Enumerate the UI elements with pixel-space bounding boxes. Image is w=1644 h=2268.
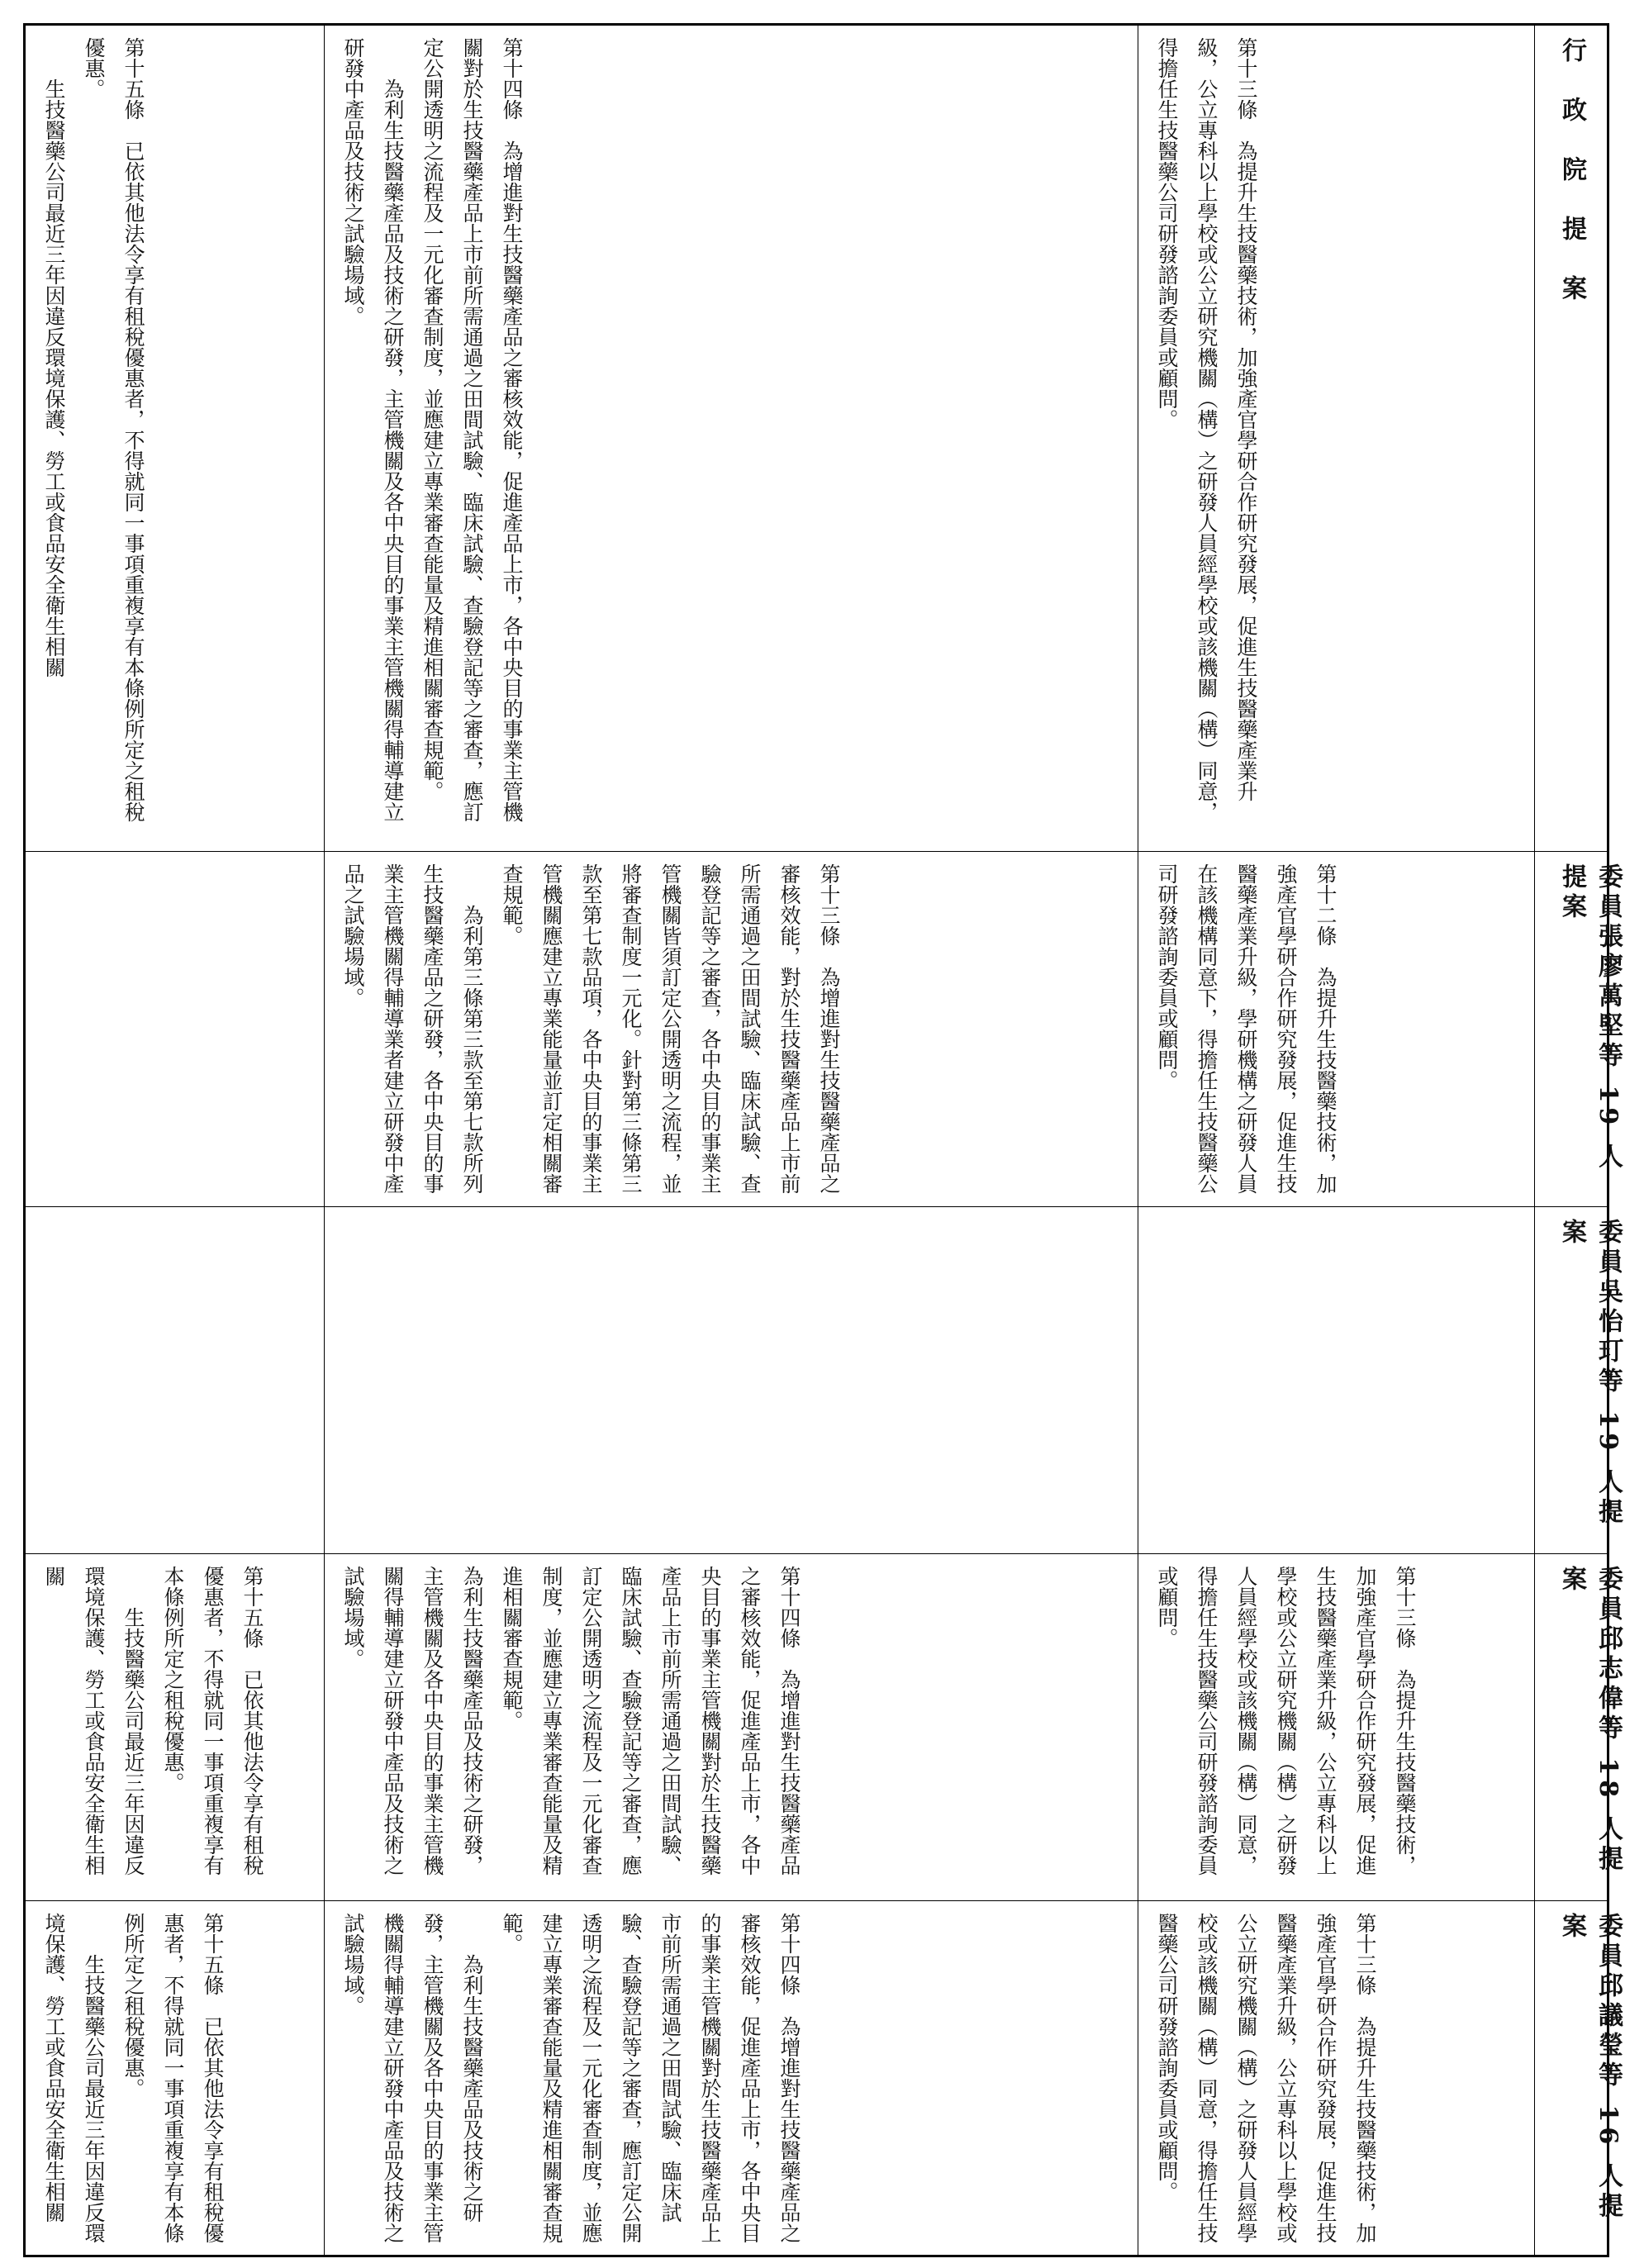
header-zhangliao: 委員張廖萬堅等 19 人提案 — [1557, 863, 1623, 1173]
comparison-table — [23, 23, 1623, 2257]
cell-text: 第十五條 已依其他法令享有租稅優惠者，不得就同一事項重複享有本條例所定之租稅優惠。 生技醫藥公司最近三年因違反環境保護、勞工或食品安全衛生相關 — [42, 37, 145, 822]
article-row-b — [324, 26, 1138, 2255]
header-cell — [1535, 852, 1623, 1207]
table-cell — [325, 26, 1138, 852]
table-cell — [26, 26, 324, 852]
cell-text: 第十四條 為增進對生技醫藥產品之審核效能，促進產品上市，各中央目的事業主管機關對於生技醫藥產品上市前所需通過之田間試驗、臨床試驗、查驗登記等之審查，應訂定公開透明之流程及一元化審查制度，並應建立專業審查能量及精進相關審查規範。 為利生技醫藥產品及技術之研發，主管機關及各中央目的事業主管機關得輔導建立研發中產品及技術之試驗場域。 — [341, 1566, 801, 1876]
cell-text — [26, 852, 42, 1206]
header-qiu-zhiwei: 委員邱志偉等 18 人提案 — [1557, 1566, 1623, 1876]
table-cell — [325, 1207, 1138, 1554]
table-cell — [26, 852, 324, 1207]
header-cell — [1535, 1207, 1623, 1554]
table-cell — [26, 1901, 324, 2256]
header-cell — [1535, 1554, 1623, 1901]
cell-text: 第十三條 為提升生技醫藥技術，加強產官學研合作研究發展，促進生技醫藥產業升級，公立專科以上學校或公立研究機關（構）之研發人員經學校或該機關（構）同意，得擔任生技醫藥公司研發諮詢委員或顧問。 — [1155, 1566, 1417, 1876]
table-cell — [1138, 1554, 1534, 1901]
cell-text — [26, 1207, 42, 1553]
table-cell — [325, 852, 1138, 1207]
cell-text: 第十四條 為增進對生技醫藥產品之審核效能，促進產品上市，各中央目的事業主管機關對於生技醫藥產品上市前所需通過之田間試驗、臨床試驗、查驗登記等之審查，應訂定公開透明之流程及一元化審查制度，並應建立專業審查能量及精進相關審查規範。 為利生技醫藥產品及技術之研發，主管機關及各中央目的事業主管機關得輔導建立研發中產品及技術之試驗場域。 — [341, 1913, 801, 2243]
table-cell — [1138, 1901, 1534, 2256]
article-row-c — [26, 26, 324, 2255]
header-cell — [1535, 26, 1607, 852]
header-cell — [1535, 1901, 1623, 2256]
cell-text — [1138, 1207, 1155, 1553]
cell-text: 第十二條 為提升生技醫藥技術，加強產官學研合作研究發展，促進生技醫藥產業升級，學研機構之研發人員在該機構同意下，得擔任生技醫藥公司研發諮詢委員或顧問。 — [1155, 863, 1338, 1194]
table-cell — [1138, 26, 1534, 852]
cell-text: 第十三條 為提升生技醫藥技術，加強產官學研合作研究發展，促進生技醫藥產業升級，公立專科以上學校或公立研究機關（構）之研發人員經學校或該機關（構）同意，得擔任生技醫藥公司研發諮詢委員或顧問。 — [1155, 1913, 1377, 2243]
cell-text: 第十四條 為增進對生技醫藥產品之審核效能，促進產品上市，各中央目的事業主管機關對於生技醫藥產品上市前所需通過之田間試驗、臨床試驗、查驗登記等之審查，應訂定公開透明之流程及一元化審查制度，並應建立專業審查能量及精進相關審查規範。 為利生技醫藥產品及技術之研發，主管機關及各中央目的事業主管機關得輔導建立研發中產品及技術之試驗場域。 — [341, 37, 524, 822]
cell-text: 第十五條 已依其他法令享有租稅優惠者，不得就同一事項重複享有本條例所定之租稅優惠。 生技醫藥公司最近三年因違反環境保護、勞工或食品安全衛生相關 — [42, 1913, 225, 2243]
header-executive-yuan: 行 政 院 提 案 — [1557, 37, 1586, 305]
header-wu: 委員吳怡玎等 19 人提案 — [1557, 1219, 1623, 1529]
table-cell — [26, 1207, 324, 1554]
cell-text: 第十五條 已依其他法令享有租稅優惠者，不得就同一事項重複享有本條例所定之租稅優惠。 生技醫藥公司最近三年因違反環境保護、勞工或食品安全衛生相關 — [42, 1566, 264, 1876]
table-cell — [1138, 852, 1534, 1207]
header-qiu-yiying: 委員邱議瑩等 16 人提案 — [1557, 1913, 1623, 2223]
table-cell — [325, 1554, 1138, 1901]
cell-text — [325, 1207, 341, 1553]
cell-text: 第十三條 為提升生技醫藥技術，加強產官學研合作研究發展，促進生技醫藥產業升級，公立專科以上學校或公立研究機關（構）之研發人員經學校或該機關（構）同意，得擔任生技醫藥公司研發諮詢委員或顧問。 — [1155, 37, 1258, 822]
table-cell — [325, 1901, 1138, 2256]
table-cell — [1138, 1207, 1534, 1554]
article-row-a — [1138, 26, 1534, 2255]
cell-text: 第十三條 為增進對生技醫藥產品之審核效能，對於生技醫藥產品上市前所需通過之田間試驗、臨床試驗、查驗登記等之審查，各中央目的事業主管機關皆須訂定公開透明之流程，並將審查制度一元化。針對第三條第三款至第七款品項，各中央目的事業主管機關應建立專業能量並訂定相關審查規範。 為利第三條第三款至第七款所列生技醫藥產品之研發，各中央目的事業主管機關得輔導業者建立研發中產品之試驗場域。 — [341, 863, 841, 1194]
header-row — [1534, 26, 1623, 2255]
table-cell — [26, 1554, 324, 1901]
